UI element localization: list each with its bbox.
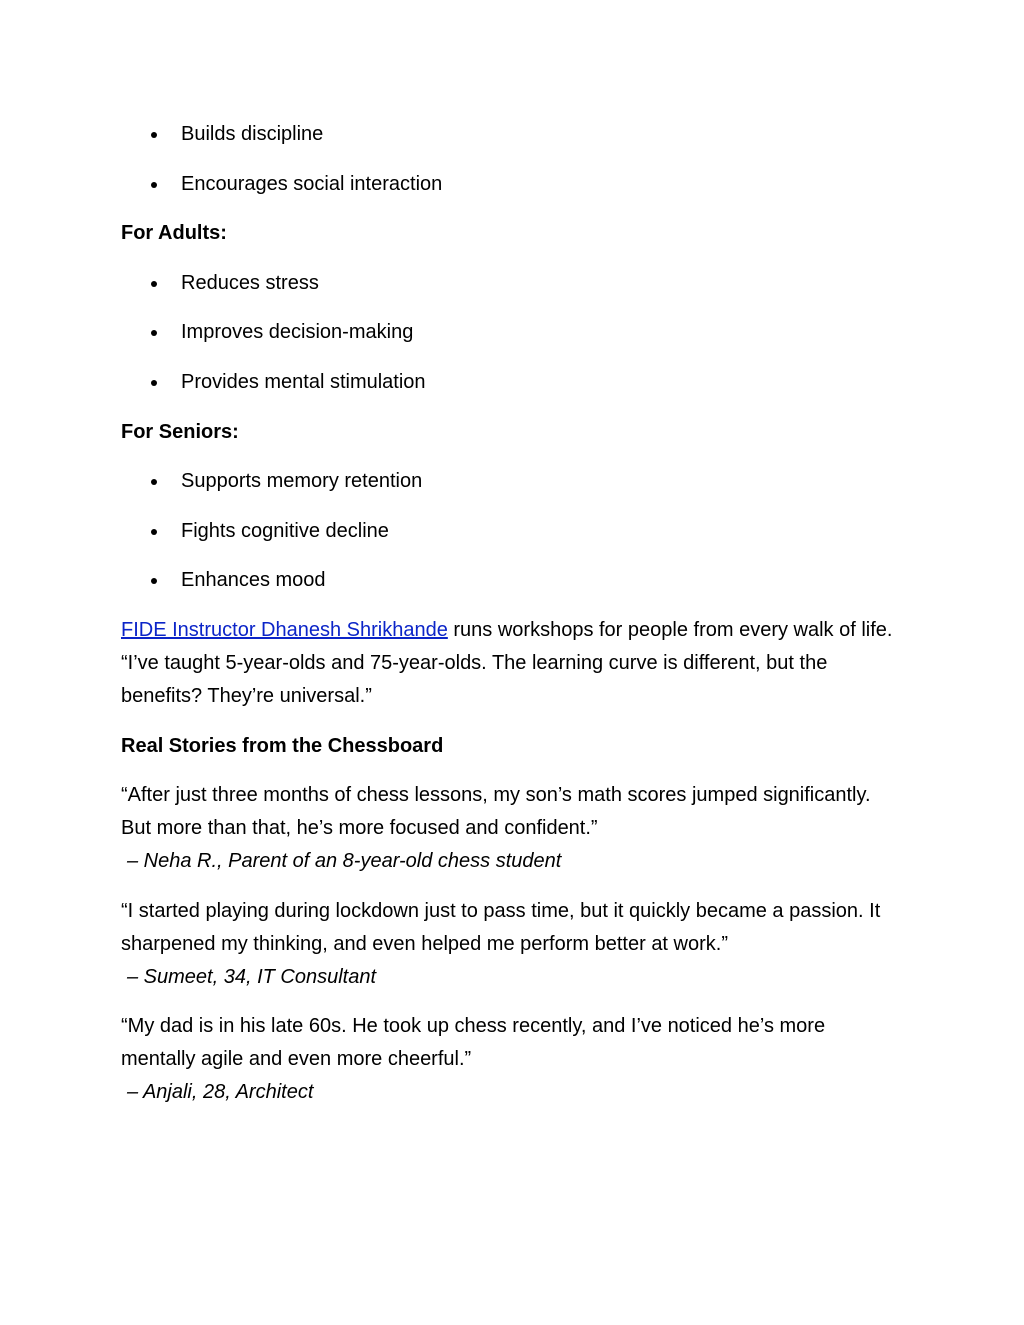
seniors-heading: For Seniors: — [121, 420, 239, 443]
list-item — [121, 267, 901, 300]
instructor-paragraph — [121, 614, 901, 713]
list-item-text: Improves decision-making — [181, 321, 414, 344]
list-item — [121, 564, 901, 597]
list-item — [121, 515, 901, 548]
list-item — [121, 118, 901, 151]
list-item — [121, 465, 901, 498]
bullet-icon — [151, 479, 157, 485]
list-item-text: Builds discipline — [181, 123, 324, 145]
stories-heading: Real Stories from the Chessboard — [121, 734, 444, 757]
list-item-text: Encourages social interaction — [181, 172, 443, 195]
testimonial-quote: “My dad is in his late 60s. He took up chess recently, and I’ve noticed he’s more mentally agile and even more cheerful.” — [121, 1015, 826, 1071]
bullet-icon — [151, 578, 157, 584]
kids-benefits-list — [121, 118, 901, 201]
testimonial — [121, 895, 901, 994]
list-item-text: Enhances mood — [181, 569, 326, 592]
testimonial-attribution: – Anjali, 28, Architect — [127, 1081, 314, 1104]
adults-benefits-list — [121, 267, 901, 399]
bullet-icon — [151, 529, 157, 535]
list-item-text: Provides mental stimulation — [181, 370, 426, 393]
bullet-icon — [151, 380, 157, 386]
bullet-icon — [151, 330, 157, 336]
instructor-link[interactable]: FIDE Instructor Dhanesh Shrikhande — [121, 618, 448, 641]
list-item-text: Supports memory retention — [181, 470, 423, 493]
bullet-icon — [151, 281, 157, 287]
list-item — [121, 366, 901, 399]
testimonial — [121, 1010, 901, 1109]
testimonial-attribution: – Neha R., Parent of an 8-year-old chess student — [127, 850, 562, 873]
testimonial-quote: “I started playing during lockdown just to pass time, but it quickly became a passion. It sharpened my thinking, and even helped me perform better at work.” — [121, 899, 881, 955]
adults-heading: For Adults: — [121, 222, 227, 245]
list-item — [121, 168, 901, 201]
document-page — [121, 118, 901, 1126]
instructor-paragraph-text: runs workshops for people from every walk of life. “I’ve taught 5-year-olds and 75-year-olds. The learning curve is different, but the benefits? They’re universal.” — [121, 618, 893, 707]
bullet-icon — [151, 182, 157, 188]
list-item — [121, 316, 901, 349]
list-item-text: Reduces stress — [181, 271, 319, 294]
bullet-icon — [151, 132, 157, 138]
list-item-text: Fights cognitive decline — [181, 519, 389, 542]
seniors-benefits-list — [121, 465, 901, 597]
testimonial-attribution: – Sumeet, 34, IT Consultant — [127, 965, 377, 988]
testimonial — [121, 779, 901, 878]
testimonial-quote: “After just three months of chess lessons, my son’s math scores jumped significantly. But more than that, he’s more focused and confident.” — [121, 784, 871, 840]
